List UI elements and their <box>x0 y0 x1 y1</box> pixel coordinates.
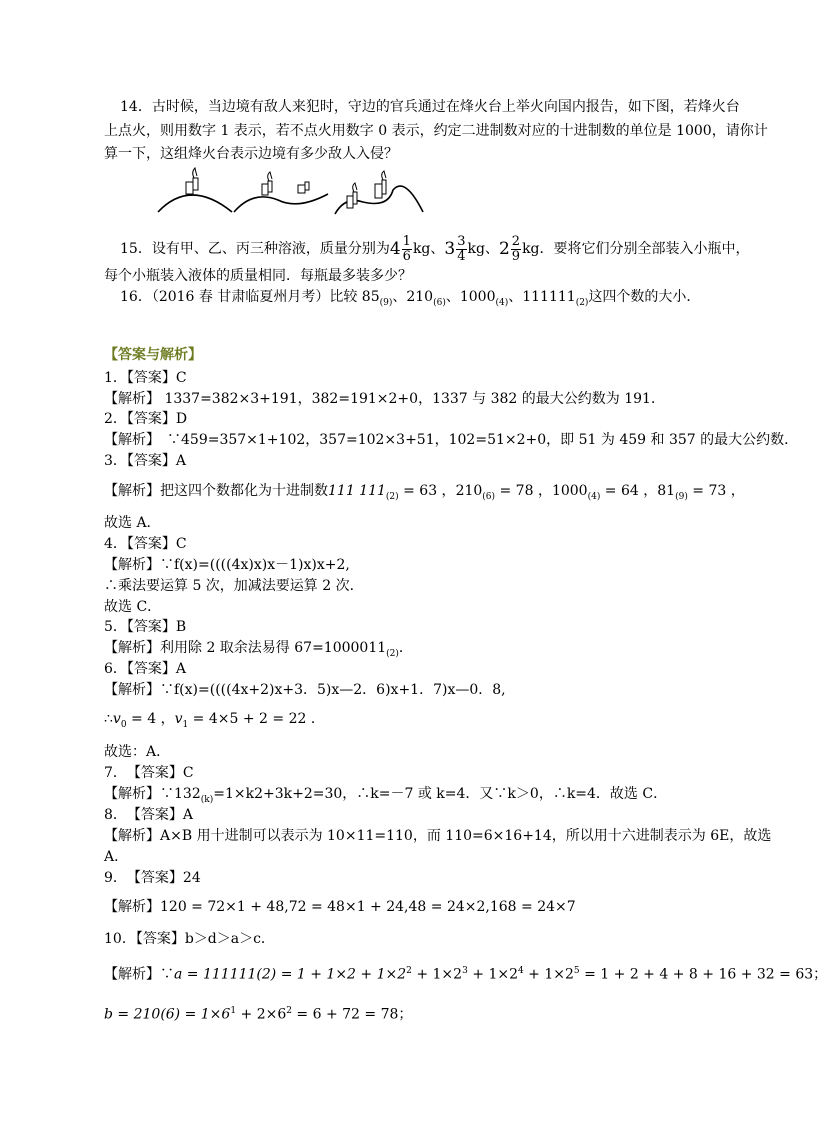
q14-line1: 14．古时候，当边境有敌人来犯时，守边的官兵通过在烽火台上举火向国内报告，如下图，若烽火台 <box>120 99 740 115</box>
e3-base-4: (9) <box>675 491 688 502</box>
explanation-4c: 故选 C． <box>104 599 162 615</box>
e10-m1: + 1×2 <box>411 966 463 983</box>
q15-m3-whole: 2 <box>498 239 510 259</box>
e3-val-3: = 64 ， <box>600 483 658 499</box>
answer-10: 10．【答案】b＞d＞a＞c． <box>104 931 275 947</box>
beacon-towers-illustration-2 <box>333 168 425 218</box>
answer-4: 4．【答案】C <box>104 536 187 552</box>
q15-m1-num: 1 <box>402 233 411 249</box>
q16-t4: 、111111 <box>508 289 576 305</box>
q15-sep-2: 、 <box>484 241 499 257</box>
explanation-6: 【解析】∵f(x)=((((4x+2)x+3．5)x—2．6)x+1．7)x—0．8, <box>104 682 506 698</box>
e10-a: a = 111111(2) = 1 + 1×2 + 1×2 <box>174 966 407 983</box>
e5-base: (2) <box>386 648 399 659</box>
e3-num-3: 1000 <box>551 483 588 499</box>
e10b-end: = 6 + 72 = 78； <box>291 1006 413 1023</box>
e6b-end: = 4×5 + 2 = 22 ． <box>188 711 325 727</box>
e3-prefix: 【解析】把这四个数都化为十进制数 <box>104 483 328 499</box>
answers-heading: 【答案与解析】 <box>104 347 202 363</box>
e10-end: = 1 + 2 + 4 + 8 + 16 + 32 = 63； <box>579 966 827 983</box>
e10-exp-4: 4 <box>518 966 524 976</box>
e10-m2: + 1×2 <box>467 966 518 983</box>
e6b-mid: = 4 ， <box>126 711 175 727</box>
q16-base-4: (2) <box>575 297 589 308</box>
e5-text: 【解析】利用除 2 取余法易得 67=1000011 <box>104 640 387 656</box>
answer-8: 8． 【答案】A <box>104 807 194 823</box>
explanation-8: 【解析】A×B 用十进制可以表示为 10×11=110，而 110=6×16+14，所以用十六进制表示为 6E，故选 <box>104 828 772 844</box>
e10-exp-2: 2 <box>406 966 412 976</box>
e5-end: ． <box>398 640 413 656</box>
q16-base-2: (6) <box>433 297 446 308</box>
q14-line3: 算一下，这组烽火台表示边境有多少敌人入侵？ <box>104 146 398 162</box>
answer-1: 1．【答案】C <box>104 370 187 386</box>
e7-prefix: 【解析】∵132 <box>104 786 201 802</box>
q15-unit-3: kg <box>522 241 540 257</box>
q15-m1-fraction <box>402 235 412 264</box>
q15-m2-num: 3 <box>457 233 466 249</box>
explanation-4b: ∴乘法要运算 5 次，加减法要运算 2 次． <box>104 578 364 594</box>
e6b-v0-sub: 0 <box>120 719 127 730</box>
e3-num-1: 111 111 <box>328 483 386 499</box>
e10-exp-5: 5 <box>573 966 580 976</box>
q15-m3-den: 9 <box>511 248 521 264</box>
q15-suffix: ．要将它们分别全部装入小瓶中， <box>539 241 750 257</box>
e3-base-1: (2) <box>385 491 399 502</box>
e3-num-4: 81 <box>657 483 676 499</box>
q15-m2-whole: 3 <box>444 239 456 259</box>
e6b-v0: v <box>112 711 121 727</box>
q16-line <box>120 288 700 312</box>
explanation-10b <box>104 1002 412 1024</box>
q16-base-3: (4) <box>495 297 509 308</box>
e6b-v1-sub: 1 <box>182 719 189 730</box>
answer-2: 2．【答案】D <box>104 411 188 427</box>
e10-prefix: 【解析】∵ <box>104 966 174 983</box>
explanation-8b: A． <box>104 849 129 865</box>
explanation-6c: 故选：A． <box>104 744 171 760</box>
e7-base: (k) <box>200 794 214 805</box>
q15-line2: 每个小瓶装入液体的质量相同．每瓶最多装多少？ <box>104 268 412 284</box>
explanation-3 <box>104 482 745 506</box>
q15-sep-1: 、 <box>430 241 445 257</box>
e10-exp-3: 3 <box>462 966 468 976</box>
q15-prefix: 15．设有甲、乙、丙三种溶液，质量分别为 <box>120 241 390 257</box>
e3-val-4: = 73 ， <box>687 483 745 499</box>
q16-suffix: 这四个数的大小． <box>588 289 701 305</box>
e3-base-3: (4) <box>587 491 601 502</box>
e3-val-1: = 63 ， <box>398 483 456 499</box>
e6b-v1: v <box>174 711 183 727</box>
q15-m3-num: 2 <box>511 233 521 249</box>
explanation-3-end: 故选 A． <box>104 515 161 531</box>
q16-t2: 、210 <box>392 289 434 305</box>
q15-m1-whole: 4 <box>389 239 401 259</box>
e10b-mid: + 2×6 <box>236 1006 287 1023</box>
q15-m2-den: 4 <box>457 248 466 264</box>
e6b-prefix: ∴ <box>104 711 113 727</box>
answer-9: 9． 【答案】24 <box>104 870 201 886</box>
answer-6: 6．【答案】A <box>104 661 187 677</box>
explanation-2: 【解析】 ∵459=357×1+102，357=102×3+51，102=51×2+0，即 51 为 459 和 357 的最大公约数． <box>104 432 799 448</box>
explanation-10 <box>104 962 827 984</box>
answer-5: 5．【答案】B <box>104 619 187 635</box>
e10-m3: + 1×2 <box>523 966 574 983</box>
explanation-6b <box>104 710 325 734</box>
explanation-9: 【解析】120 = 72×1 + 48,72 = 48×1 + 24,48 = 24×2,168 = 24×7 <box>104 899 576 915</box>
explanation-4: 【解析】∵f(x)=((((4x)x)x－1)x)x+2, <box>104 557 350 573</box>
e3-base-2: (6) <box>482 491 496 502</box>
e10b-exp-2: 2 <box>286 1006 292 1016</box>
answer-3: 3．【答案】A <box>104 453 187 469</box>
q14-line2: 上点火，则用数字 1 表示，若不点火用数字 0 表示，约定二进制数对应的十进制数的单位是 1000，请你计 <box>104 123 768 139</box>
q15-m3-fraction <box>511 235 521 264</box>
q15-unit-2: kg <box>467 241 485 257</box>
q15-m2-fraction <box>456 235 466 264</box>
e10b-prefix: b = 210(6) = 1×6 <box>104 1006 231 1023</box>
q15-unit-1: kg <box>412 241 431 257</box>
beacon-towers-illustration <box>158 160 333 216</box>
answer-7: 7． 【答案】C <box>104 765 194 781</box>
e7-rest: =1×k2+3k+2=30，∴k=－7 或 k=4．又∵k＞0，∴k=4．故选 C． <box>213 786 668 802</box>
explanation-1: 【解析】 1337=382×3+191，382=191×2+0，1337 与 382 的最大公约数为 191． <box>104 391 665 407</box>
q15-line1 <box>120 232 750 266</box>
e3-num-2: 210 <box>455 483 483 499</box>
e10b-exp-1: 1 <box>230 1006 237 1016</box>
e3-val-2: = 78 ， <box>495 483 552 499</box>
q16-t3: 、1000 <box>445 289 496 305</box>
q16-prefix: 16．（2016 春 甘肃临夏州月考）比较 85 <box>120 289 380 305</box>
q15-m1-den: 6 <box>402 248 411 264</box>
q16-base-1: (9) <box>379 297 393 308</box>
